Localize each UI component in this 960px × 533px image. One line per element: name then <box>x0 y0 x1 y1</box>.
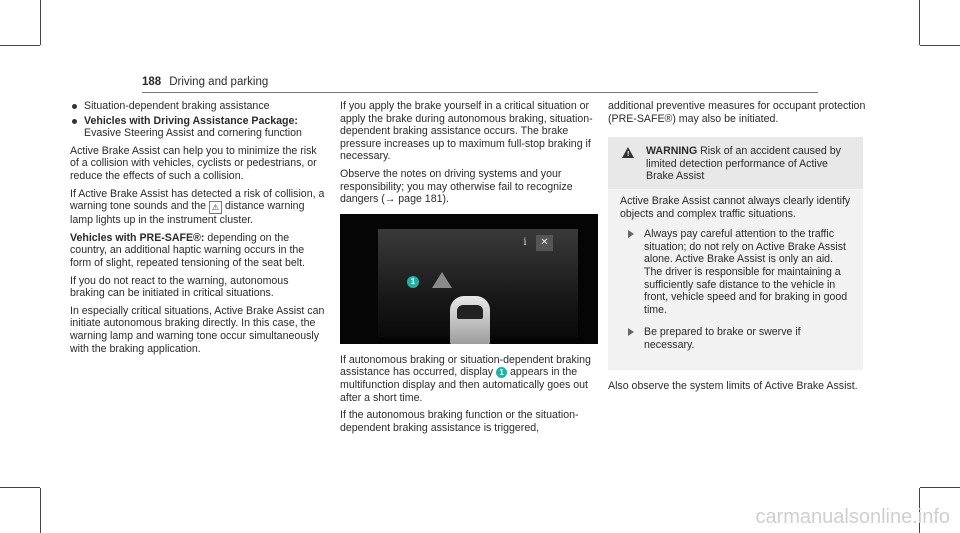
column-2 <box>340 100 595 439</box>
callout-badge: 1 <box>496 367 507 378</box>
vehicle-icon <box>450 296 490 344</box>
paragraph <box>340 354 595 404</box>
column-1 <box>70 100 325 360</box>
list-item-text: Evasive Steering Assist and cornering function <box>84 127 302 140</box>
paragraph <box>70 232 325 270</box>
distance-warning-lamp-icon: ⚠ <box>209 201 222 214</box>
info-icon: i <box>523 236 527 248</box>
list-item-text: Always pay careful attention to the traffic situation; do not rely on Active Brake Assist alone. Active Brake Assist is only an aid. The driver is responsible for maintaining a sufficiently safe distance to the vehicle in front, vehicle speed and for braking in good time. <box>644 228 848 316</box>
crop-mark <box>40 0 41 45</box>
paragraph-text: If Active Brake Assist has detected a risk of collision, a warning tone sounds and the <box>70 187 325 213</box>
crop-mark <box>920 487 960 488</box>
column-3 <box>608 100 868 397</box>
crop-mark <box>0 487 40 488</box>
page-number: 188 <box>142 76 162 88</box>
warning-body <box>608 189 863 370</box>
paragraph: Active Brake Assist can help you to minimize the risk of a collision with vehicles, cyclists or pedestrians, or reduce the effects of such a collision. <box>70 144 317 182</box>
warning-triangle-icon <box>432 272 452 288</box>
paragraph-text: appears in the multifunction display and then automatically goes out after a short time. <box>340 366 588 404</box>
crop-mark <box>0 45 40 46</box>
paragraph-text: depending on the country, an additional haptic warning occurs in the form of slight, repeated tensioning of the seat belt. <box>70 231 305 269</box>
warning-icon: ! <box>622 147 634 158</box>
list-item <box>70 115 325 140</box>
warning-title: WARNING <box>646 145 698 158</box>
callout-badge: 1 <box>407 276 419 288</box>
crop-mark <box>919 0 920 45</box>
list-item-text: Situation-dependent braking assistance <box>84 100 270 112</box>
list-item <box>70 100 325 113</box>
bullet-icon <box>72 119 77 124</box>
list-item-bold: Vehicles with Driving Assistance Package: <box>84 114 298 127</box>
list-item-text: Be prepared to brake or swerve if necessary. <box>644 326 801 351</box>
crop-mark <box>40 488 41 533</box>
bullet-list <box>70 100 325 140</box>
paragraph: In especially critical situations, Active Brake Assist can initiate autonomous braking directly. In this case, the warning lamp and warning tone occur simultaneously with the braking application. <box>70 304 325 355</box>
instruction-list <box>620 228 851 351</box>
warning-text: Active Brake Assist cannot always clearly identify objects and complex traffic situations. <box>620 194 851 220</box>
paragraph: If the autonomous braking function or the situation-dependent braking assistance is triggered, <box>340 409 579 434</box>
paragraph: If you do not react to the warning, autonomous braking can be initiated in critical situations. <box>70 274 289 300</box>
warning-box <box>608 137 863 369</box>
section-title: Driving and parking <box>169 76 269 88</box>
watermark: carmanualsonline.info <box>755 506 950 528</box>
paragraph: If you apply the brake yourself in a critical situation or apply the brake during autonomous braking, situation-dependent braking assistance occurs. The brake pressure increases up to maximum full-stop braking if necessary. <box>340 100 593 163</box>
paragraph: Also observe the system limits of Active Brake Assist. <box>608 379 858 392</box>
paragraph-text: distance warning lamp lights up in the instrument cluster. <box>70 200 305 227</box>
arrow-right-icon <box>628 230 634 238</box>
list-item <box>620 228 851 316</box>
paragraph: Observe the notes on driving systems and your responsibility; you may otherwise fail to recognize dangers (→ page 181). <box>340 167 573 206</box>
bullet-icon <box>72 104 77 109</box>
warning-title-text: Risk of an accident caused by limited detection performance of Active Brake Assist <box>646 145 841 183</box>
paragraph <box>70 188 325 227</box>
paragraph-text: If autonomous braking or situation-dependent braking assistance has occurred, display <box>340 353 591 379</box>
arrow-right-icon <box>628 328 634 336</box>
page-header <box>142 76 268 88</box>
warning-header <box>608 137 863 189</box>
crop-mark <box>920 45 960 46</box>
header-rule <box>142 92 818 93</box>
paragraph: additional preventive measures for occupant protection (PRE-SAFE®) may also be initiated. <box>608 100 866 125</box>
display-illustration <box>340 214 598 344</box>
list-item <box>620 326 851 351</box>
paragraph-bold: Vehicles with PRE-SAFE®: <box>70 231 205 244</box>
close-icon: ✕ <box>536 235 553 251</box>
